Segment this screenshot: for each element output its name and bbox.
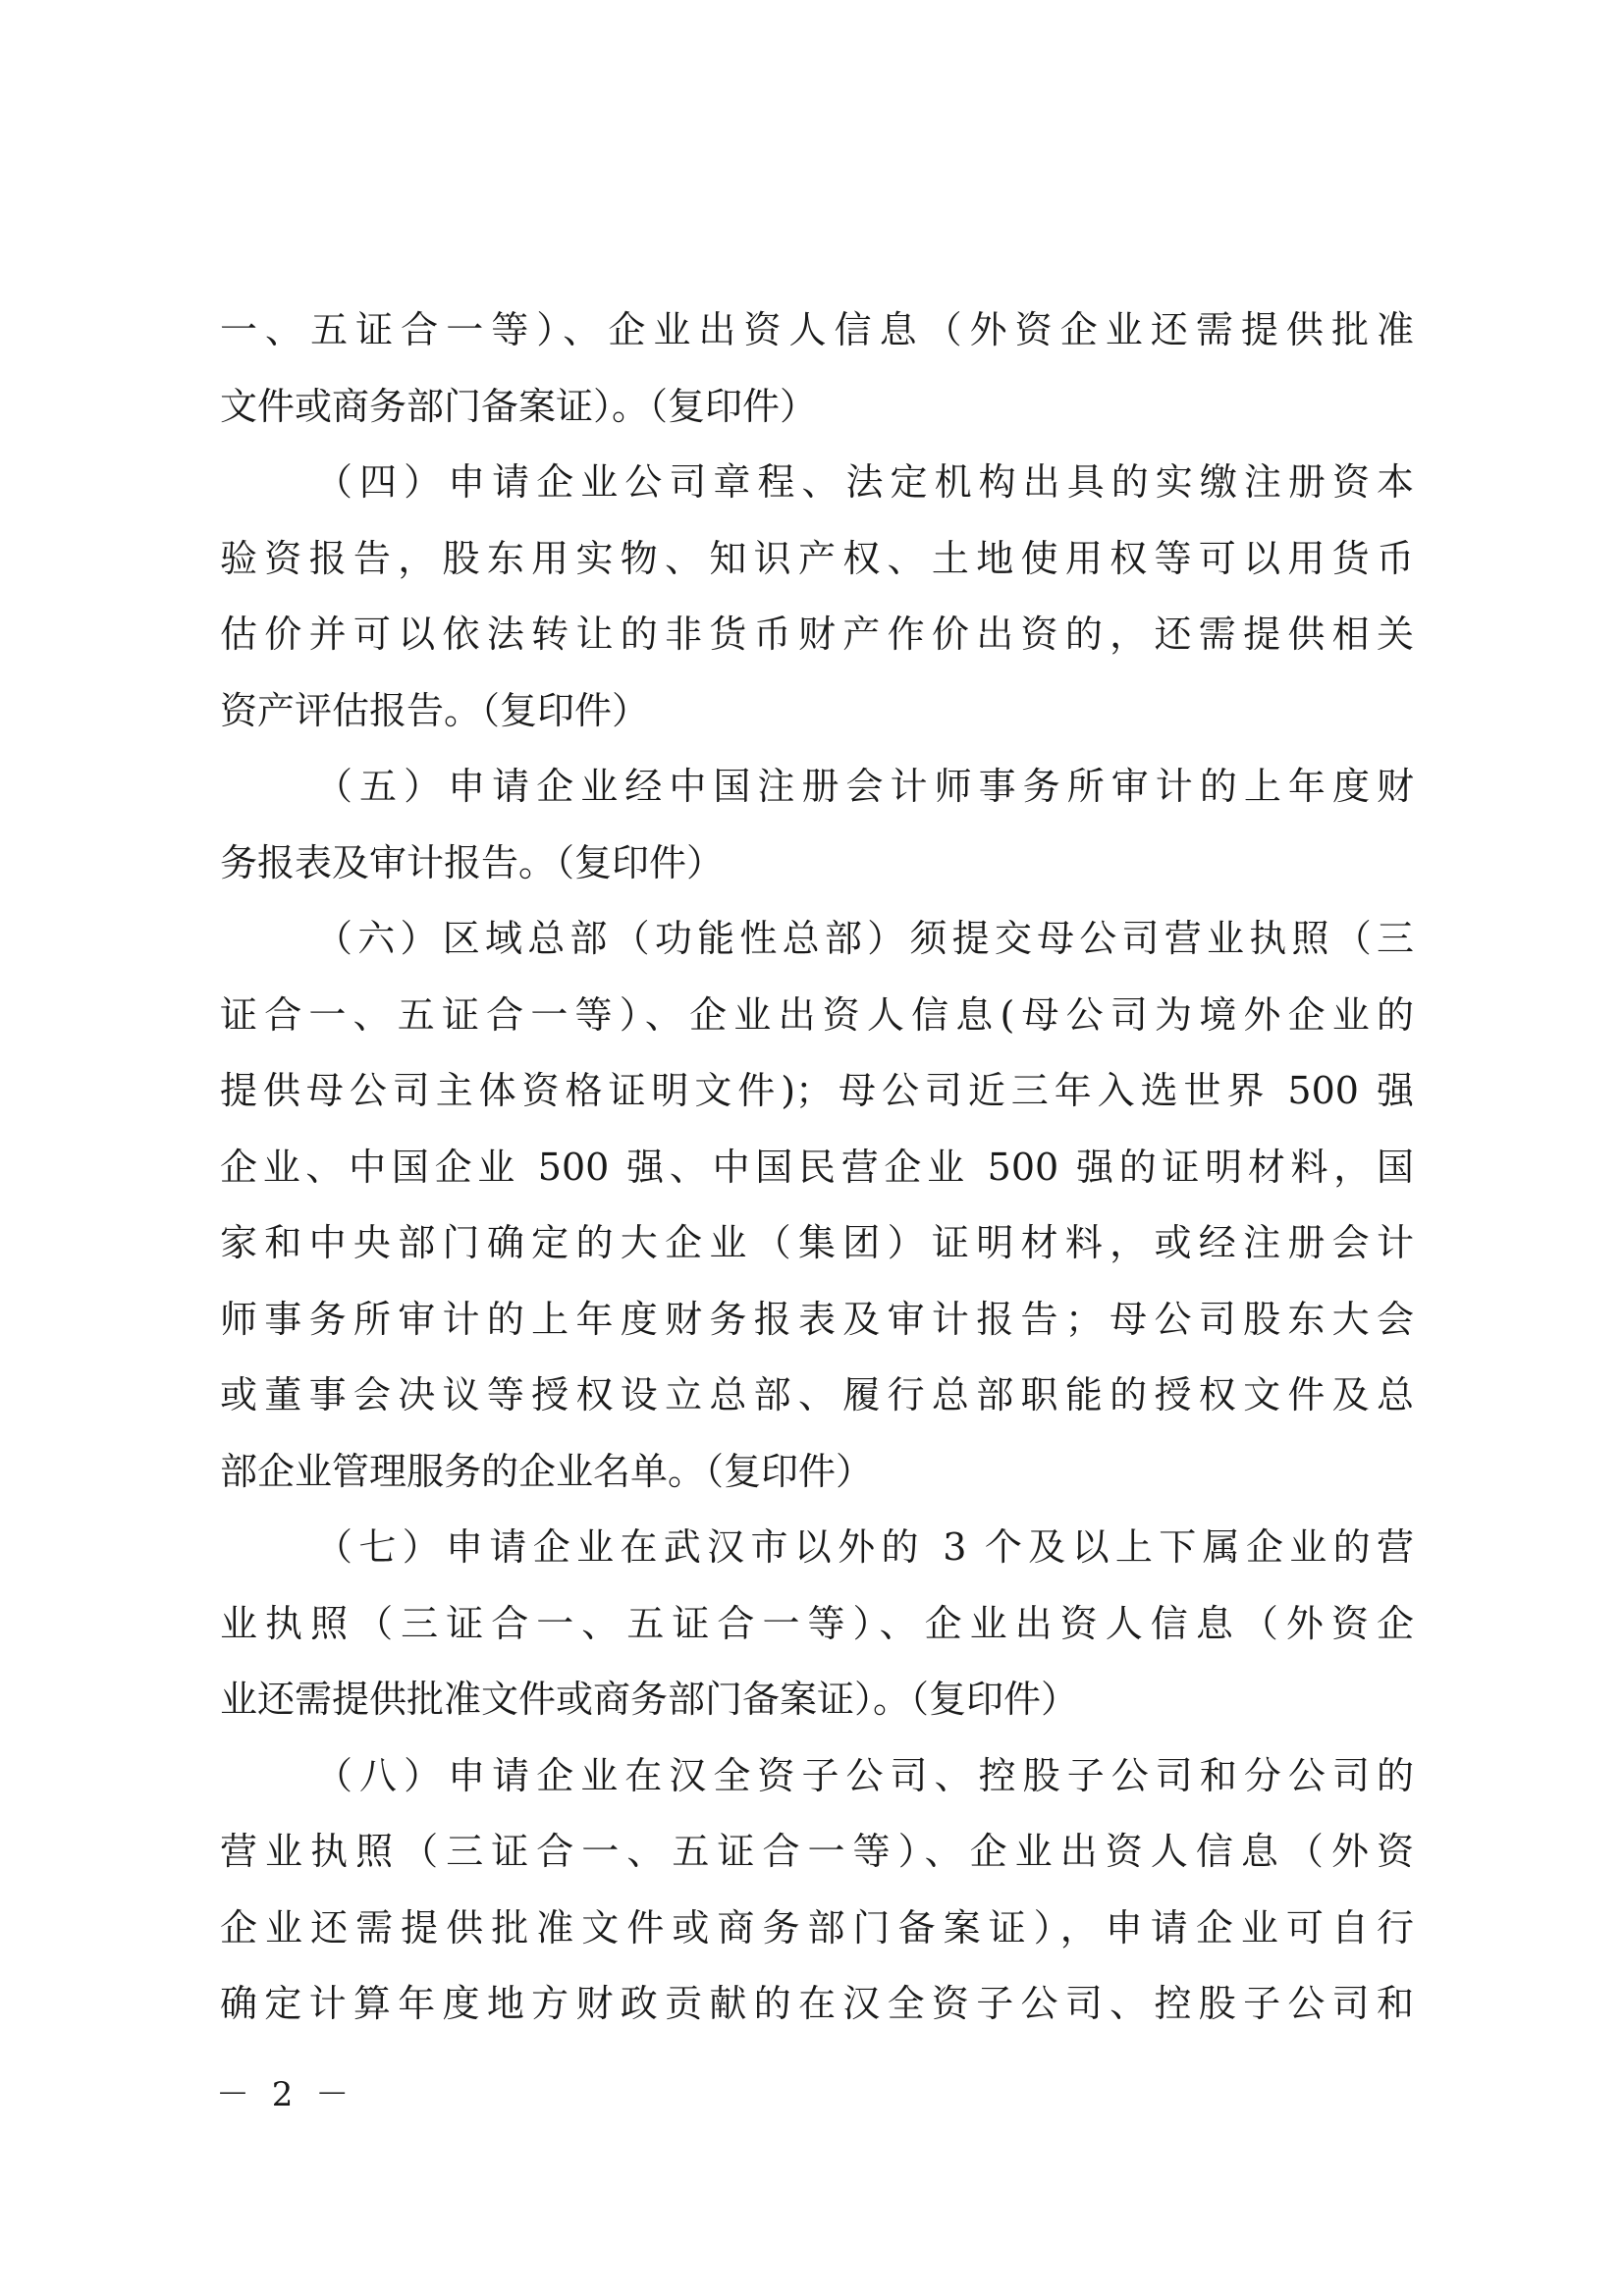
text-line: 估价并可以依法转让的非货币财产作价出资的，还需提供相关: [220, 613, 1414, 656]
text-line: 证合一、五证合一等）、企业出资人信息(母公司为境外企业的: [220, 992, 1414, 1037]
text-line: 业执照（三证合一、五证合一等）、企业出资人信息（外资企: [220, 1601, 1414, 1645]
text-line: 文件或商务部门备案证）。（复印件）: [220, 384, 818, 428]
text-line: 验资报告，股东用实物、知识产权、土地使用权等可以用货币: [220, 536, 1414, 580]
text-line: 师事务所审计的上年度财务报表及审计报告；母公司股东大会: [220, 1297, 1414, 1341]
text-line: （五）申请企业经中国注册会计师事务所审计的上年度财: [315, 765, 1414, 808]
text-line: 业还需提供批准文件或商务部门备案证）。（复印件）: [220, 1678, 1079, 1721]
text-line: 确定计算年度地方财政贡献的在汉全资子公司、控股子公司和: [220, 1982, 1414, 2025]
text-line: 提供母公司主体资格证明文件)；母公司近三年入选世界 500 强: [220, 1069, 1414, 1112]
text-line: 一、五证合一等）、企业出资人信息（外资企业还需提供批准: [220, 308, 1414, 351]
text-line: 或董事会决议等授权设立总部、履行总部职能的授权文件及总: [220, 1373, 1414, 1416]
text-line: 企业、中国企业 500 强、中国民营企业 500 强的证明材料，国: [220, 1145, 1414, 1189]
text-line: 营业执照（三证合一、五证合一等）、企业出资人信息（外资: [220, 1830, 1414, 1873]
text-line: 务报表及审计报告。（复印件）: [220, 840, 725, 884]
text-line: （四）申请企业公司章程、法定机构出具的实缴注册资本: [315, 460, 1414, 504]
text-line: （八）申请企业在汉全资子公司、控股子公司和分公司的: [315, 1753, 1414, 1797]
text-line: （七）申请企业在武汉市以外的 3 个及以上下属企业的营: [315, 1525, 1414, 1569]
text-line: （六）区域总部（功能性总部）须提交母公司营业执照（三: [315, 917, 1414, 960]
document-body: [220, 293, 1414, 2043]
text-line: 部企业管理服务的企业名单。（复印件）: [220, 1449, 874, 1493]
text-line: 资产评估报告。（复印件）: [220, 688, 650, 732]
page-number: － 2 －: [216, 2075, 355, 2114]
text-line: 企业还需提供批准文件或商务部门备案证），申请企业可自行: [220, 1905, 1414, 1949]
text-line: 家和中央部门确定的大企业（集团）证明材料，或经注册会计: [220, 1221, 1414, 1264]
